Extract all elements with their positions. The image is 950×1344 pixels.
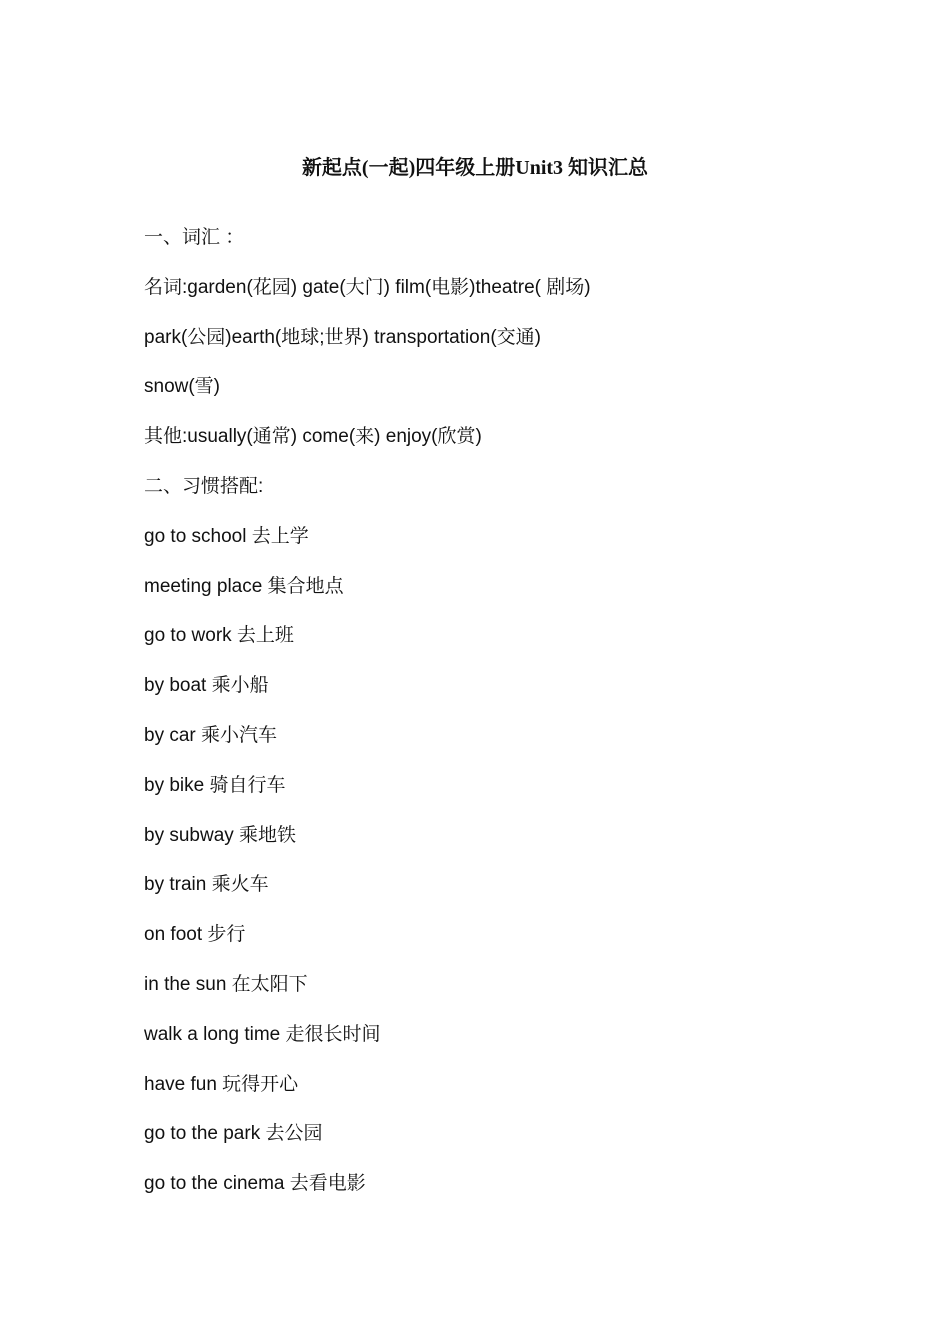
text-line: park(公园)earth(地球;世界) transportation(交通) — [144, 326, 541, 348]
phrase-line: by train 乘火车 — [144, 874, 269, 896]
phrase-line: go to school 去上学 — [144, 525, 309, 547]
phrase-line: walk a long time 走很长时间 — [144, 1023, 381, 1045]
section-heading-phrases: 二、习惯搭配: — [144, 475, 264, 497]
phrase-line: meeting place 集合地点 — [144, 575, 344, 597]
phrase-line: by bike 骑自行车 — [144, 774, 286, 796]
phrase-line: by boat 乘小船 — [144, 675, 269, 697]
document-title: 新起点(一起)四年级上册Unit3 知识汇总 — [301, 157, 649, 179]
phrase-line: by subway 乘地铁 — [144, 824, 297, 846]
document-body — [144, 224, 844, 1220]
phrase-line: in the sun 在太阳下 — [144, 973, 308, 995]
phrase-line: go to the cinema 去看电影 — [144, 1173, 366, 1195]
phrase-line: by car 乘小汽车 — [144, 724, 278, 746]
phrase-line: go to the park 去公园 — [144, 1123, 323, 1145]
phrase-line: have fun 玩得开心 — [144, 1073, 299, 1095]
text-line: 其他:usually(通常) come(来) enjoy(欣赏) — [144, 426, 482, 448]
section-heading-vocabulary: 一、词汇 ： — [144, 227, 245, 248]
phrase-line: go to work 去上班 — [144, 625, 294, 647]
text-line: 名词:garden(花园) gate(大门) film(电影)theatre( 剧场) — [144, 276, 591, 298]
phrase-line: on foot 步行 — [144, 924, 246, 946]
text-line: snow(雪) — [144, 376, 221, 398]
